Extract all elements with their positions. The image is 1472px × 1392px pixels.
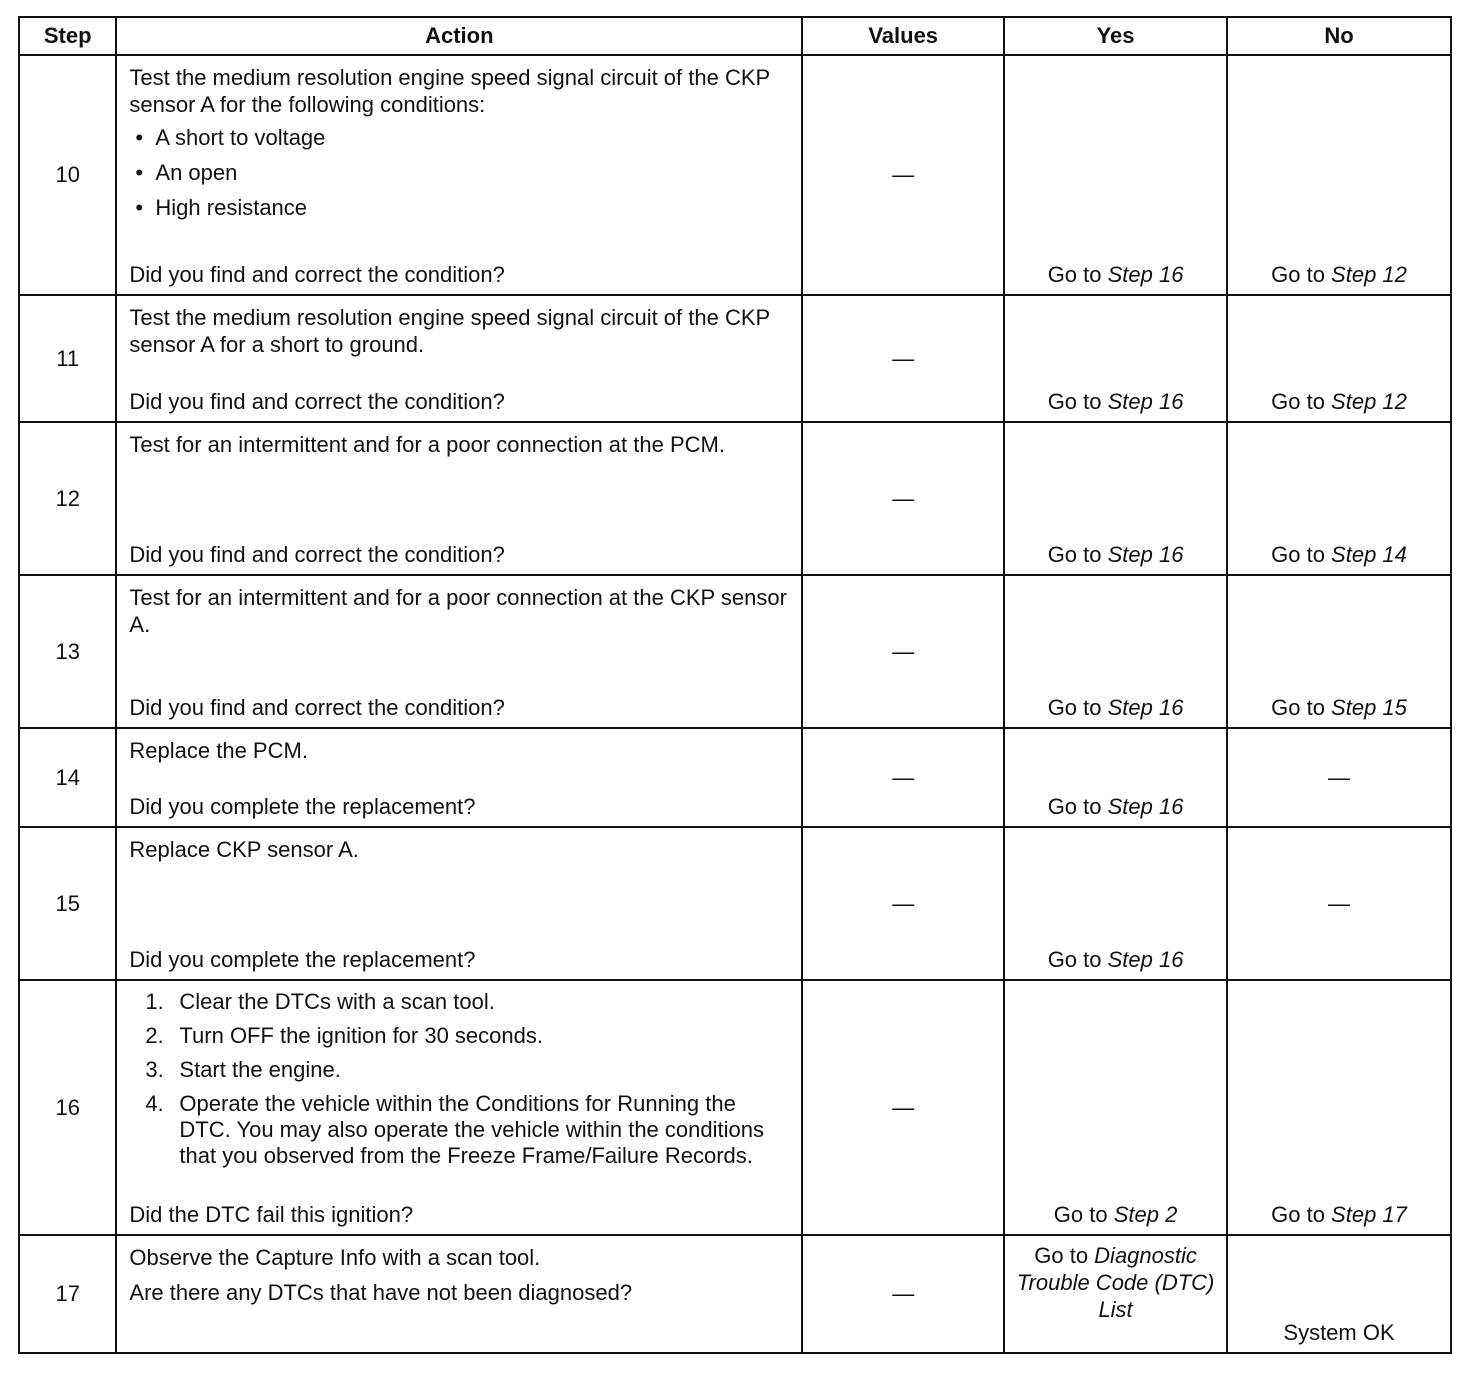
item-text: Clear the DTCs with a scan tool. (179, 989, 495, 1014)
yes-cell (1004, 295, 1227, 422)
action-question: Did you find and correct the condition? (129, 262, 505, 287)
procedure-list (129, 989, 789, 1169)
diagnostic-table (18, 16, 1452, 1354)
action-text: Test the medium resolution engine speed signal circuit of the CKP sensor A for the following conditions: (129, 65, 770, 117)
item-text: Operate the vehicle within the Conditions for Running the DTC. You may also operate the vehicle within the conditions that you observed from the Freeze Frame/Failure Records. (179, 1091, 764, 1168)
action-cell (116, 728, 802, 827)
yes-prefix: Go to (1053, 1202, 1114, 1227)
step-number: 15 (19, 827, 116, 980)
value-cell: — (802, 55, 1004, 295)
action-question: Did you complete the replacement? (129, 794, 476, 819)
yes-step-link[interactable]: Step 16 (1107, 389, 1184, 414)
table-row (19, 1235, 1451, 1353)
condition-list (129, 124, 789, 221)
no-cell (1227, 827, 1451, 980)
action-question: Did you find and correct the condition? (129, 695, 505, 720)
item-number: 2. (145, 1023, 164, 1048)
table-row (19, 55, 1451, 295)
yes-prefix: Go to (1047, 695, 1108, 720)
no-step-link[interactable]: Step 14 (1331, 542, 1407, 567)
list-item: • High resistance (155, 194, 789, 221)
no-cell (1227, 728, 1451, 827)
step-number: 16 (19, 980, 116, 1235)
list-item (145, 989, 789, 1015)
no-prefix: Go to (1271, 389, 1332, 414)
yes-step-link[interactable]: Step 16 (1107, 262, 1184, 287)
list-item (145, 1023, 789, 1049)
table-row (19, 728, 1451, 827)
item-text: Start the engine. (179, 1057, 341, 1082)
item-number: 3. (145, 1057, 164, 1082)
action-text: Test for an intermittent and for a poor connection at the CKP sensor A. (129, 585, 787, 637)
no-prefix: Go to (1271, 262, 1332, 287)
no-cell (1227, 980, 1451, 1235)
table-row (19, 295, 1451, 422)
list-item: • A short to voltage (155, 124, 789, 151)
yes-prefix: Go to (1047, 262, 1108, 287)
step-number: 14 (19, 728, 116, 827)
yes-prefix: Go to (1047, 389, 1108, 414)
yes-cell (1004, 827, 1227, 980)
no-prefix: Go to (1271, 695, 1332, 720)
action-text: Replace the PCM. (129, 738, 308, 763)
value-cell: — (802, 827, 1004, 980)
no-prefix: Go to (1271, 1202, 1332, 1227)
action-cell (116, 1235, 802, 1353)
yes-step-link[interactable]: Step 16 (1107, 794, 1184, 819)
yes-cell (1004, 55, 1227, 295)
header-no: No (1227, 17, 1451, 55)
yes-cell (1004, 728, 1227, 827)
no-prefix: Go to (1271, 542, 1332, 567)
no-value: — (1328, 764, 1351, 790)
table-row (19, 575, 1451, 728)
table-row (19, 422, 1451, 575)
value-cell: — (802, 575, 1004, 728)
item-number: 4. (145, 1091, 164, 1116)
value-cell: — (802, 728, 1004, 827)
action-cell (116, 827, 802, 980)
header-values: Values (802, 17, 1004, 55)
yes-step-link[interactable]: Step 16 (1107, 947, 1184, 972)
value-cell: — (802, 980, 1004, 1235)
list-item: • An open (155, 159, 789, 186)
no-step-link[interactable]: Step 15 (1331, 695, 1407, 720)
no-cell (1227, 1235, 1451, 1353)
no-step-link[interactable]: Step 12 (1331, 262, 1407, 287)
yes-cell (1004, 1235, 1227, 1353)
action-cell (116, 55, 802, 295)
no-cell (1227, 422, 1451, 575)
table-row (19, 827, 1451, 980)
no-value: System OK (1283, 1320, 1395, 1345)
yes-prefix: Go to (1047, 947, 1108, 972)
step-number: 17 (19, 1235, 116, 1353)
action-question: Did you complete the replacement? (129, 947, 476, 972)
action-cell (116, 295, 802, 422)
yes-cell (1004, 575, 1227, 728)
table-row (19, 980, 1451, 1235)
action-text: Replace CKP sensor A. (129, 837, 359, 862)
value-cell: — (802, 295, 1004, 422)
value-cell: — (802, 422, 1004, 575)
header-step: Step (19, 17, 116, 55)
yes-prefix: Go to (1034, 1243, 1095, 1268)
header-row (19, 17, 1451, 55)
yes-prefix: Go to (1047, 794, 1108, 819)
action-text: Test the medium resolution engine speed signal circuit of the CKP sensor A for a short to ground. (129, 305, 770, 357)
no-cell (1227, 295, 1451, 422)
step-number: 11 (19, 295, 116, 422)
yes-step-link[interactable]: Step 16 (1107, 695, 1184, 720)
step-number: 10 (19, 55, 116, 295)
item-text: Turn OFF the ignition for 30 seconds. (179, 1023, 543, 1048)
step-number: 13 (19, 575, 116, 728)
header-action: Action (116, 17, 802, 55)
action-cell (116, 980, 802, 1235)
no-cell (1227, 55, 1451, 295)
yes-step-link[interactable]: Step 16 (1107, 542, 1184, 567)
action-question: Did you find and correct the condition? (129, 542, 505, 567)
yes-prefix: Go to (1047, 542, 1108, 567)
list-item (145, 1057, 789, 1083)
yes-cell (1004, 980, 1227, 1235)
list-item (145, 1091, 789, 1169)
action-cell (116, 422, 802, 575)
action-question: Did you find and correct the condition? (129, 389, 505, 414)
action-cell (116, 575, 802, 728)
item-number: 1. (145, 989, 164, 1014)
action-question: Are there any DTCs that have not been diagnosed? (129, 1280, 633, 1305)
action-question: Did the DTC fail this ignition? (129, 1202, 414, 1227)
action-text: Observe the Capture Info with a scan tool. (129, 1245, 541, 1270)
dtc-list-link[interactable]: Diagnostic Trouble Code (DTC) List (1016, 1243, 1215, 1322)
yes-cell (1004, 422, 1227, 575)
yes-step-link[interactable]: Step 2 (1113, 1202, 1178, 1227)
header-yes: Yes (1004, 17, 1227, 55)
value-cell: — (802, 1235, 1004, 1353)
no-step-link[interactable]: Step 12 (1331, 389, 1407, 414)
no-value: — (1328, 890, 1351, 916)
no-cell (1227, 575, 1451, 728)
step-number: 12 (19, 422, 116, 575)
no-step-link[interactable]: Step 17 (1331, 1202, 1407, 1227)
action-text: Test for an intermittent and for a poor connection at the PCM. (129, 432, 725, 457)
